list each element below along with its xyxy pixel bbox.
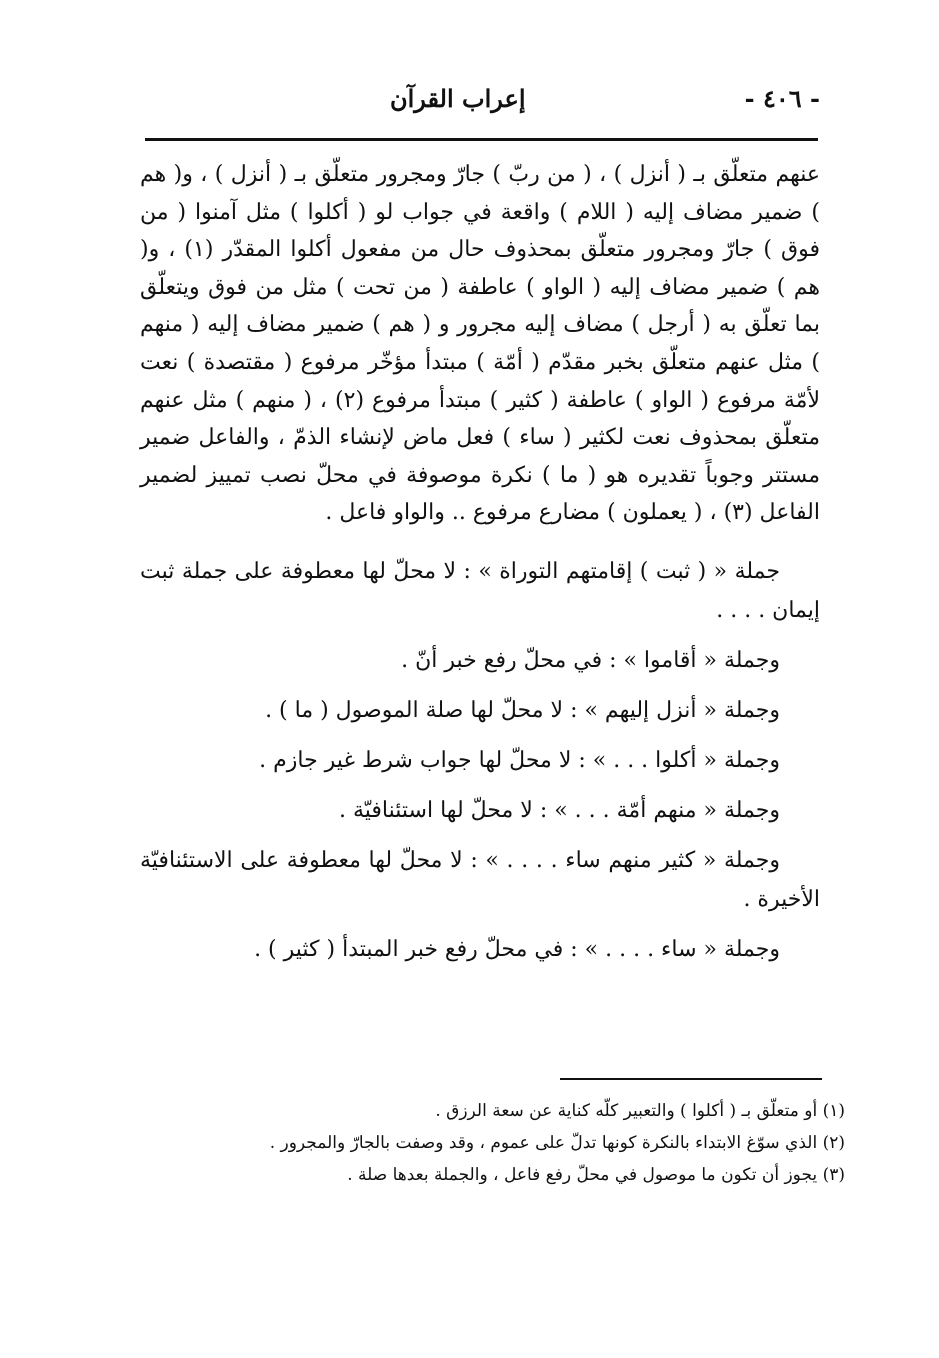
footnote: (٢) الذي سوّغ الابتداء بالنكرة كونها تدلّ على عموم ، وقد وصفت بالجارّ والمجرور . (269, 1133, 845, 1153)
page-number: - ٤٠٦ - (744, 84, 820, 113)
page-header (140, 84, 820, 128)
footnote: (١) أو متعلّق بـ ( أكلوا ) والتعبير كلّه كناية عن سعة الرزق . (435, 1101, 845, 1121)
sentence-item: وجملة « ساء . . . . » : في محلّ رفع خبر المبتدأ ( كثير ) . (254, 936, 780, 962)
footnotes (180, 1096, 845, 1192)
footnote-divider (560, 1078, 822, 1080)
sentence-analysis-list (140, 552, 820, 969)
sentence-item: جملة « ( ثبت ) إقامتهم التوراة » : لا محلّ لها معطوفة على جملة ثبت إيمان . . . . (140, 558, 820, 623)
header-divider (145, 138, 818, 141)
sentence-item: وجملة « أكلوا . . . » : لا محلّ لها جواب شرط غير جازم . (259, 747, 780, 773)
sentence-item: وجملة « منهم أمّة . . . » : لا محلّ لها استئنافيّة . (339, 797, 780, 823)
sentence-item: وجملة « أقاموا » : في محلّ رفع خبر أنّ . (401, 647, 780, 673)
main-paragraph: عنهم متعلّق بـ ( أنزل ) ، ( من ربّ ) جارّ ومجرور متعلّق بـ ( أنزل ) ، و( هم ) ضمير مضاف إليه ( اللام ) واقعة في جواب لو ( أكلوا ) مثل آمنوا ( من فوق ) جارّ ومجرور متعلّق بمحذوف حال من مفعول أكلوا المقدّر (١) ، و( هم ) ضمير مضاف إليه ( الواو ) عاطفة ( من تحت ) مثل من فوق ويتعلّق بما تعلّق به ( أرجل ) مضاف إليه مجرور و ( هم ) ضمير مضاف إليه ( منهم ) مثل عنهم متعلّق بخبر مقدّم ( أمّة ) مبتدأ مؤخّر مرفوع ( مقتصدة ) نعت لأمّة مرفوع ( الواو ) عاطفة ( كثير ) مبتدأ مرفوع (٢) ، ( منهم ) مثل عنهم متعلّق بمحذوف نعت لكثير ( ساء ) فعل ماض لإنشاء الذمّ ، والفاعل ضمير مستتر وجوباً تقديره هو ( ما ) نكرة موصوفة في محلّ نصب تمييز لضمير الفاعل (٣) ، ( يعملون ) مضارع مرفوع .. والواو فاعل . (140, 162, 820, 526)
footnote: (٣) يجوز أن تكون ما موصول في محلّ رفع فاعل ، والجملة بعدها صلة . (347, 1165, 845, 1185)
page-body (140, 156, 820, 980)
book-title: إعراب القرآن (390, 84, 526, 113)
sentence-item: وجملة « أنزل إليهم » : لا محلّ لها صلة الموصول ( ما ) . (265, 697, 780, 723)
sentence-item: وجملة « كثير منهم ساء . . . . » : لا محلّ لها معطوفة على الاستئنافيّة الأخيرة . (140, 847, 820, 912)
